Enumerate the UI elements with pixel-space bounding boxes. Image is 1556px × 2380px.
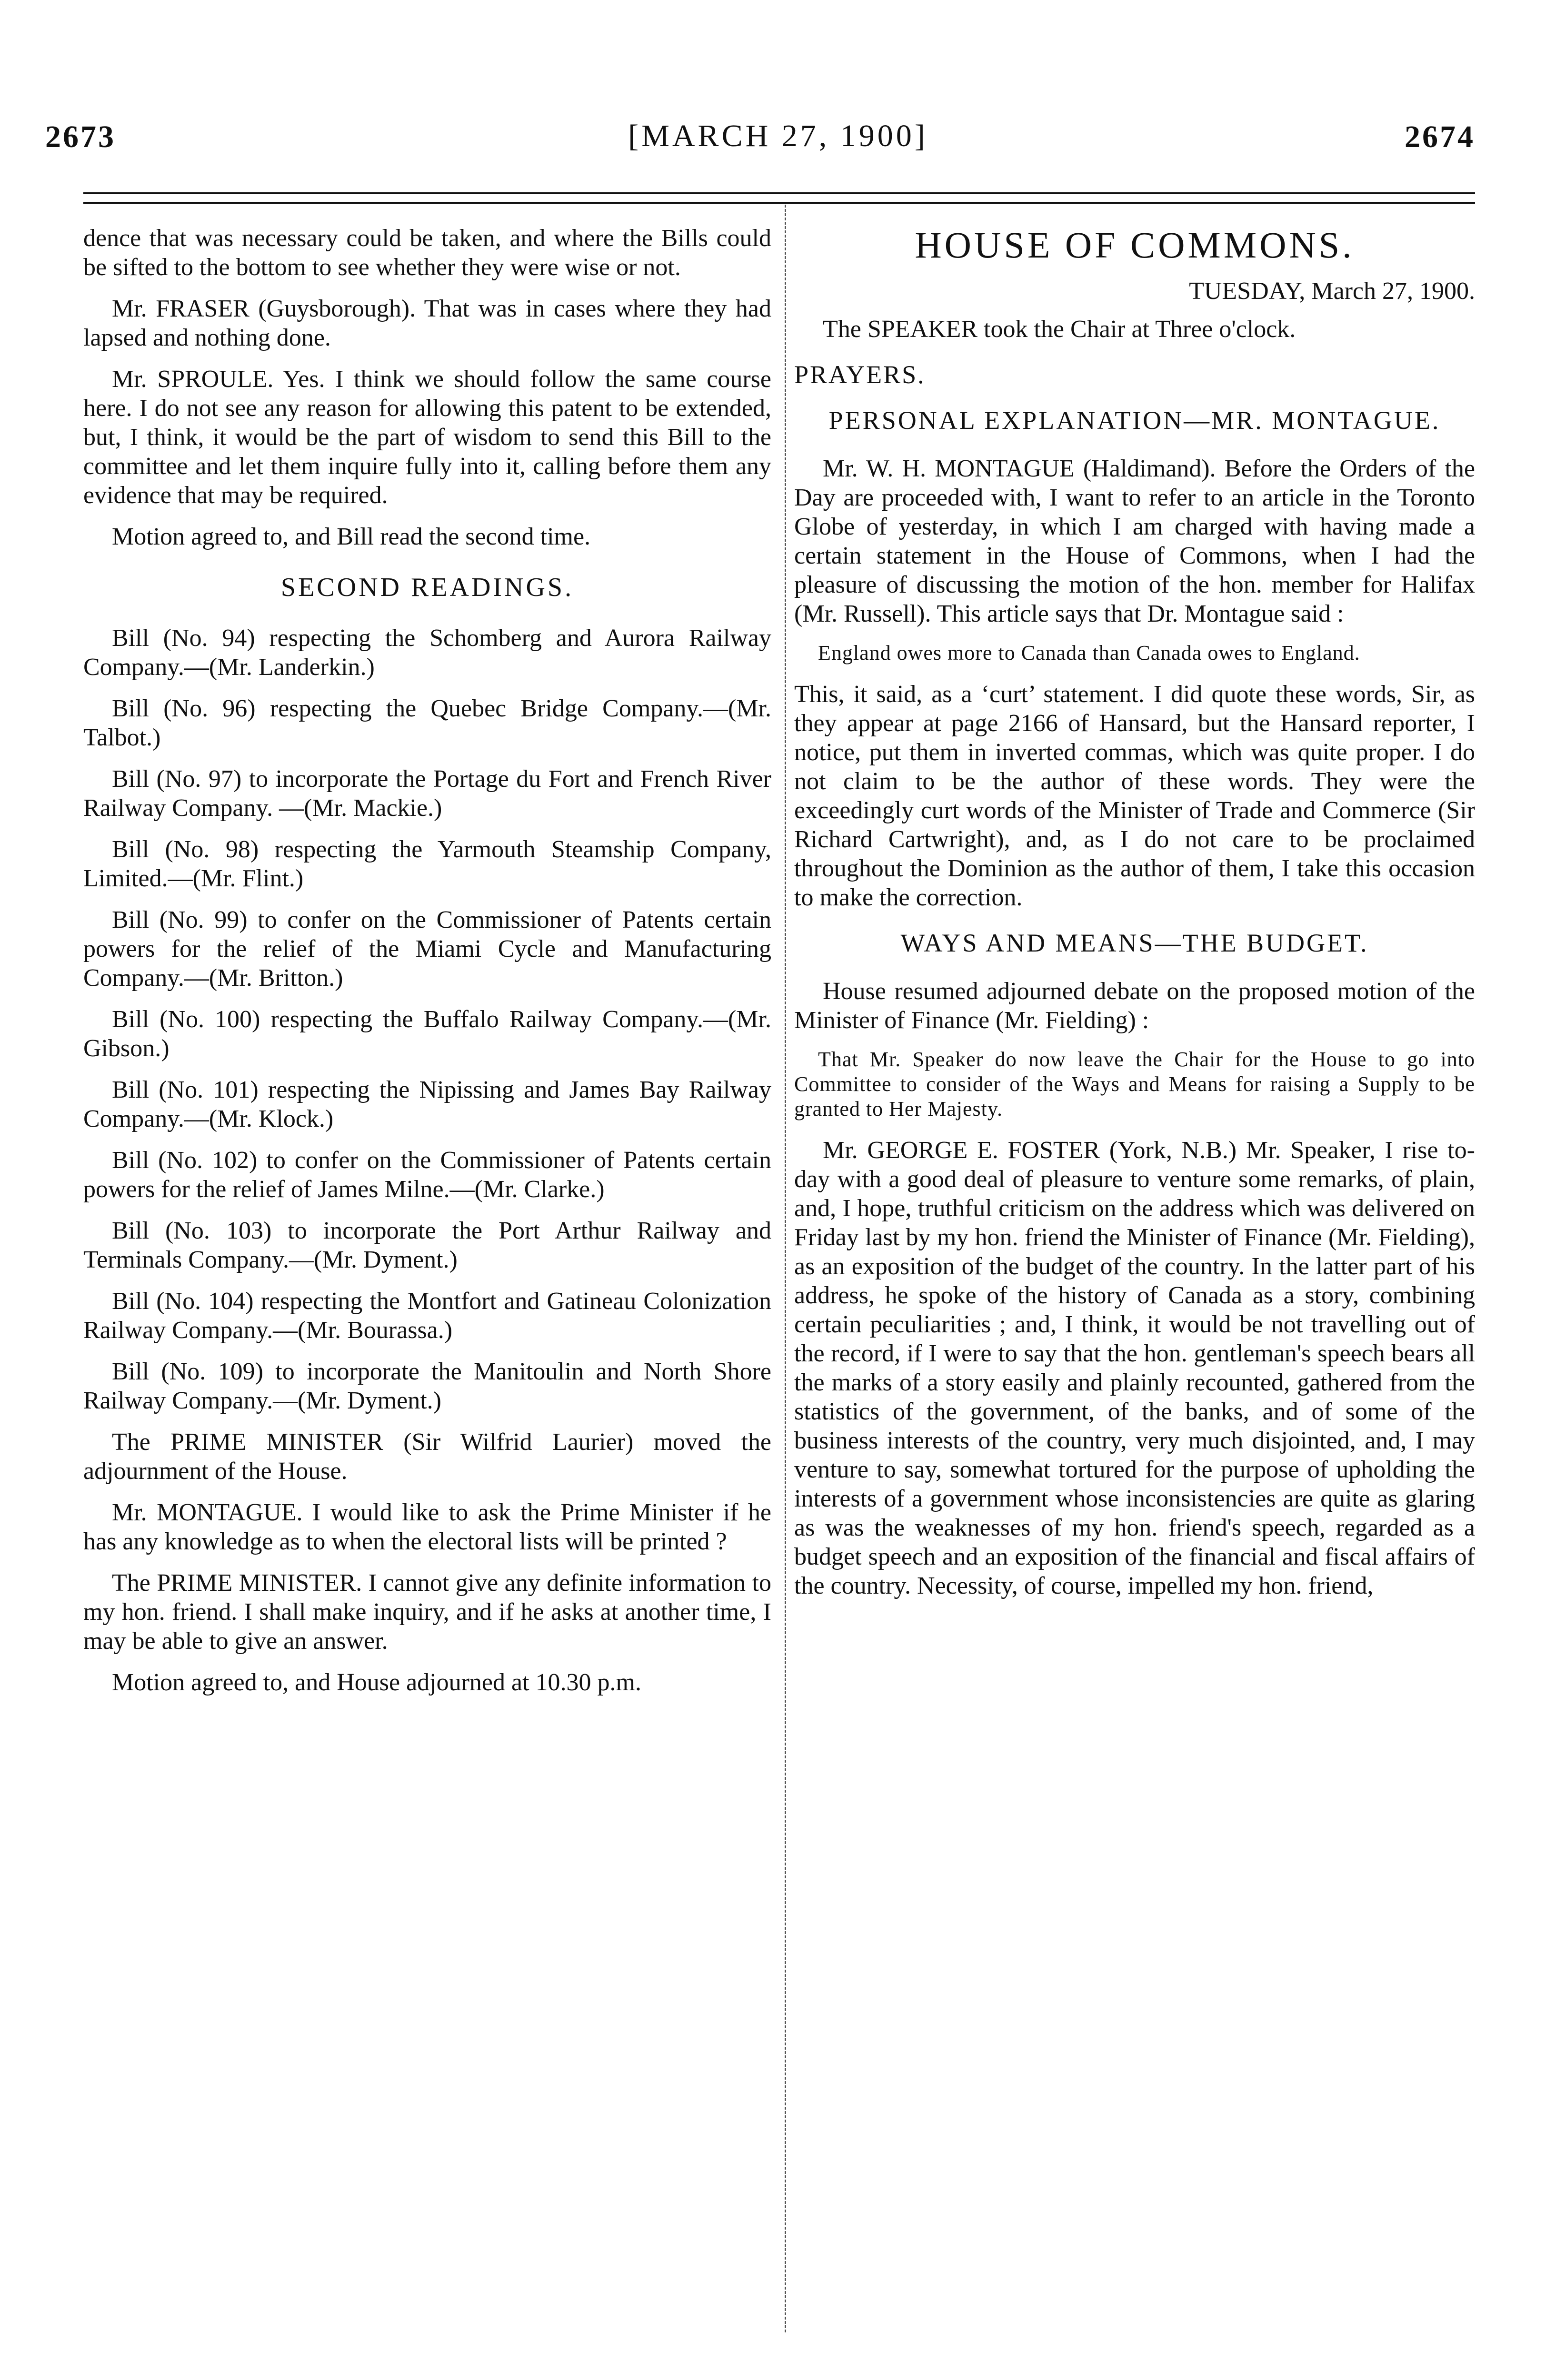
bill-item: Bill (No. 103) to incorporate the Port Arthur Railway and Terminals Company.—(Mr. Dyment.) xyxy=(83,1217,771,1273)
paragraph-speaker: The SPEAKER took the Chair at Three o'clock. xyxy=(823,316,1296,343)
bill-item: Bill (No. 98) respecting the Yarmouth Steamship Company, Limited.—(Mr. Flint.) xyxy=(83,836,771,892)
paragraph-house-adjourned: Motion agreed to, and House adjourned at 10.30 p.m. xyxy=(112,1669,641,1696)
bill-item: Bill (No. 104) respecting the Montfort and Gatineau Colonization Railway Company.—(Mr. Bourassa.) xyxy=(83,1288,771,1344)
paragraph-prime-minister-answer: The PRIME MINISTER. I cannot give any definite information to my hon. friend. I shall make inquiry, and if he asks at another time, I may be able to give an answer. xyxy=(83,1569,771,1655)
paragraph-montague-question: Mr. MONTAGUE. I would like to ask the Prime Minister if he has any knowledge as to when the electoral lists will be printed ? xyxy=(83,1499,771,1555)
paragraph-montague-correction: This, it said, as a ‘curt’ statement. I did quote these words, Sir, as they appear at page 2166 of Hansard, but the Hansard reporter, I notice, put them in inverted commas, which was quite proper. I do not claim to be the author of these words. They were the exceedingly curt words of the Minister of Trade and Commerce (Sir Richard Cartwright), and, as I do not care to be proclaimed throughout the Dominion as the author of them, I take this occasion to make the correction. xyxy=(794,681,1475,911)
column-divider xyxy=(785,205,786,2332)
page-number-right: 2674 xyxy=(1405,119,1475,154)
bill-item: Bill (No. 97) to incorporate the Portage du Fort and French River Railway Company. —(Mr. Mackie.) xyxy=(83,765,771,822)
bill-item: Bill (No. 94) respecting the Schomberg and Aurora Railway Company.—(Mr. Landerkin.) xyxy=(83,625,771,681)
paragraph-fraser: Mr. FRASER (Guysborough). That was in cases where they had lapsed and nothing done. xyxy=(83,295,771,351)
paragraph-prime-minister-adjournment: The PRIME MINISTER (Sir Wilfrid Laurier) moved the adjournment of the House. xyxy=(83,1428,771,1485)
right-column xyxy=(794,224,1475,1613)
header-rule-top xyxy=(83,192,1475,194)
bill-item: Bill (No. 109) to incorporate the Manitoulin and North Shore Railway Company.—(Mr. Dyment.) xyxy=(83,1358,771,1414)
header-date: [MARCH 27, 1900] xyxy=(628,119,928,153)
paragraph-montague-statement: Mr. W. H. MONTAGUE (Haldimand). Before the Orders of the Day are proceeded with, I want to refer to an article in the Toronto Globe of yesterday, in which I am charged with having made a certain statement in the House of Commons, when I had the pleasure of discussing the motion of the hon. member for Halifax (Mr. Russell). This article says that Dr. Montague said : xyxy=(794,455,1475,627)
paragraph-sproule: Mr. SPROULE. Yes. I think we should follow the same course here. I do not see any reason for allowing this patent to be extended, but, I think, it would be the part of wisdom to send this Bill to the committee and let them inquire fully into it, calling before them any evidence that may be required. xyxy=(83,366,771,509)
paragraph-foster-speech: Mr. GEORGE E. FOSTER (York, N.B.) Mr. Speaker, I rise to-day with a good deal of pleasure to venture some remarks, of plain, and, I hope, truthful criticism on the address which was delivered on Friday last by my hon. friend the Minister of Finance (Mr. Fielding), as an exposition of the budget of the country. In the latter part of his address, he spoke of the history of Canada as a story, combining certain peculiarities ; and, I think, it would be not travelling out of the record, if I were to say that the hon. gentleman's speech bears all the marks of a story easily and plainly recounted, gathered from the statistics of the government, of the banks, and of some of the business interests of the country, very much disjointed, and, I may venture to say, somewhat tortured for the purpose of upholding the interests of a government whose inconsistencies are quite as glaring as was the weaknesses of my hon. friend's speech, regarded as a budget speech and an exposition of the financial and fiscal affairs of the country. Necessity, of course, impelled my hon. friend, xyxy=(794,1137,1475,1599)
bill-item: Bill (No. 102) to confer on the Commissioner of Patents certain powers for the relief of James Milne.—(Mr. Clarke.) xyxy=(83,1147,771,1203)
bill-item: Bill (No. 96) respecting the Quebec Bridge Company.—(Mr. Talbot.) xyxy=(83,695,771,751)
paragraph-continued: dence that was necessary could be taken, and where the Bills could be sifted to the bottom to see whether they were wise or not. xyxy=(83,225,771,281)
sitting-date: TUESDAY, March 27, 1900. xyxy=(1189,278,1475,305)
header-rule-bottom xyxy=(83,202,1475,204)
paragraph-debate-resumed: House resumed adjourned debate on the proposed motion of the Minister of Finance (Mr. Fielding) : xyxy=(794,978,1475,1034)
paragraph-motion-agreed: Motion agreed to, and Bill read the second time. xyxy=(112,523,591,550)
prayers-heading: PRAYERS. xyxy=(794,360,926,389)
heading-personal-explanation: PERSONAL EXPLANATION—MR. MONTAGUE. xyxy=(828,406,1441,435)
house-title: HOUSE OF COMMONS. xyxy=(915,224,1355,266)
quotation-motion: That Mr. Speaker do now leave the Chair for the House to go into Committee to consider of the Ways and Means for raising a Supply to be granted to Her Majesty. xyxy=(794,1048,1475,1121)
bill-item: Bill (No. 101) respecting the Nipissing and James Bay Railway Company.—(Mr. Klock.) xyxy=(83,1076,771,1132)
left-column xyxy=(83,224,771,1709)
page-number-left: 2673 xyxy=(45,119,116,154)
heading-ways-and-means: WAYS AND MEANS—THE BUDGET. xyxy=(900,929,1369,957)
bill-item: Bill (No. 99) to confer on the Commissioner of Patents certain powers for the relief of the Miami Cycle and Manufacturing Company.—(Mr. Britton.) xyxy=(83,906,771,992)
quotation-england: England owes more to Canada than Canada owes to England. xyxy=(818,641,1360,664)
section-heading-second-readings: SECOND READINGS. xyxy=(280,573,574,602)
page-header xyxy=(0,0,1556,190)
bill-item: Bill (No. 100) respecting the Buffalo Railway Company.—(Mr. Gibson.) xyxy=(83,1006,771,1062)
